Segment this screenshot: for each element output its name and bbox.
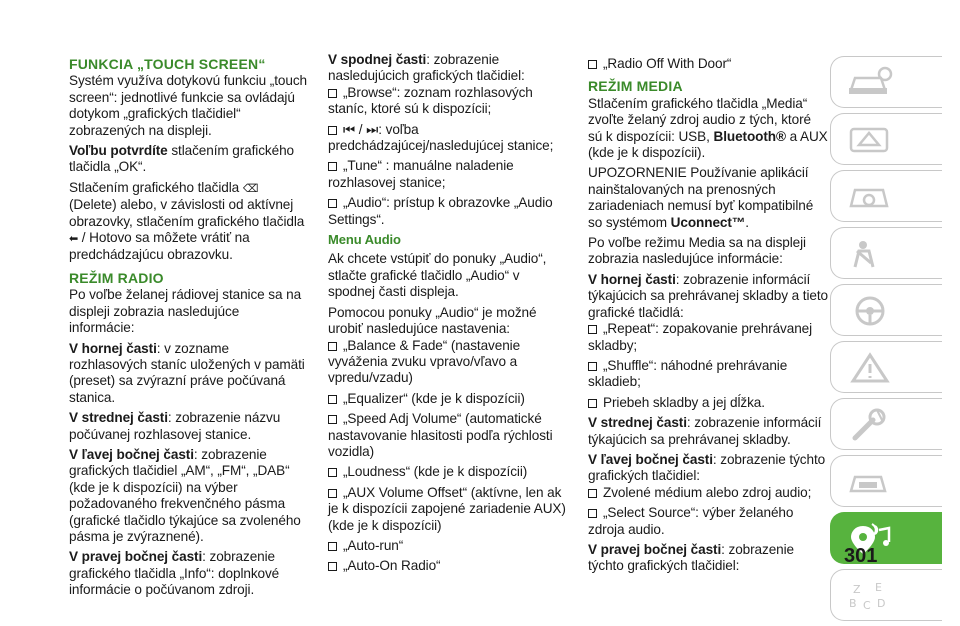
bullet-square-icon [328,162,337,171]
paragraph: V spodnej časti: zobrazenie nasledujúcich grafických tlačidiel: [328,52,525,84]
paragraph: V pravej bočnej časti: zobrazenie grafického tlačidla „Info“: doplnkové informácie o počúvanom zdroji. [69,549,280,598]
list-item: „Loudness“ (kde je k dispozícii) [328,464,568,480]
paragraph: V hornej časti: zobrazenie informácií týkajúcich sa prehrávanej skladby a tieto grafické tlačidlá: [588,271,828,320]
tab-safety[interactable] [830,227,942,279]
paragraph: Systém využíva dotykovú funkciu „touch screen“: jednotlivé funkcie sa ovládajú dotykom „grafických tlačidiel“ zobrazených na displeji. [69,73,307,138]
list-item: „Tune“ : manuálne naladenie rozhlasovej stanice; [328,158,514,190]
bullet-square-icon [328,562,337,571]
car-info-icon [845,66,895,100]
bullet-square-icon [588,325,597,334]
svg-text:Z: Z [853,583,861,596]
tab-starting-driving[interactable] [830,284,942,336]
paragraph: V ľavej bočnej časti: zobrazenie grafických tlačidiel „AM“, „FM“, „DAB“ (kde je k dispozícii) na výber požadovaného frekvenčného pásma (grafické tlačidlo týkajúce sa zvoleného pásma je zvýraznené). [69,446,301,544]
paragraph: Voľbu potvrdíte stlačením grafického tlačidla „OK“. [69,143,294,175]
column-3 [588,56,828,579]
tab-warning-lights[interactable] [830,113,942,165]
wrench-icon [845,408,895,442]
list-item: „AUX Volume Offset“ (aktívne, len ak je k dispozícii zapojené zariadenie AUX) (kde je k dispozícii) [328,484,566,533]
paragraph: V strednej časti: zobrazenie názvu počúvanej rozhlasovej stanice. [69,410,281,442]
bullet-list [328,85,568,228]
bullet-square-icon [328,542,337,551]
subheading-menu-audio: Menu Audio [328,232,401,248]
tab-maintenance[interactable] [830,398,942,450]
column-2 [328,52,568,579]
paragraph: V strednej časti: zobrazenie informácií týkajúcich sa prehrávanej skladby. [588,415,822,447]
svg-text:B: B [849,597,857,610]
warning-triangle-icon [845,351,895,385]
section-heading-touch-screen: FUNKCIA „TOUCH SCREEN“ [69,56,266,72]
column-1 [69,56,307,603]
paragraph: Pomocou ponuky „Audio“ je možné urobiť nasledujúce nastavenia: [328,304,537,337]
bullet-list [588,321,828,411]
list-item: „Radio Off With Door“ [588,56,828,72]
list-item: „Speed Adj Volume“ (automatické nastavovanie hlasitosti podľa rýchlosti vozidla) [328,411,553,459]
technical-data-icon [845,465,895,499]
warning-light-icon [845,123,895,157]
paragraph: V ľavej bočnej časti: zobrazenie týchto grafických tlačidiel: [588,451,826,484]
chapter-tabs [830,56,950,626]
bullet-square-icon [588,362,597,371]
tab-index[interactable] [830,569,942,621]
list-item: „Browse“: zoznam rozhlasových staníc, ktoré sú k dispozícii; [328,84,533,117]
list-item: „Equalizer“ (kde je k dispozícii) [328,391,568,407]
bullet-square-icon [588,399,597,408]
list-item: ⏮ / ⏭: voľba predchádzajúcej/nasledujúcej stanice; [328,121,554,154]
svg-text:D: D [877,597,886,610]
paragraph: V hornej časti: v zozname rozhlasových staníc uložených v pamäti (preset) sa zvýrazní práve počúvaná stanica. [69,340,305,405]
delete-icon: ⌫ [242,181,259,195]
bullet-square-icon [328,468,337,477]
list-item: „Audio“: prístup k obrazovke „Audio Settings“. [328,195,553,227]
list-item: „Shuffle“: náhodné prehrávanie skladieb; [588,357,788,390]
list-item: „Balance & Fade“ (nastavenie vyváženia zvuku vpravo/vľavo a vpredu/vzadu) [328,337,521,386]
paragraph: Po voľbe režimu Media sa na displeji zobrazia nasledujúce informácie: [588,235,806,267]
bullet-square-icon [328,415,337,424]
bullet-square-icon [588,509,597,518]
tab-technical-data[interactable] [830,455,942,507]
bullet-square-icon [328,199,337,208]
paragraph: Stlačením grafického tlačidla „Media“ zvoľte želaný zdroj audio z tých, ktoré sú k dispozícii: USB, Bluetooth® a AUX (kde je k dispozícii). [588,95,828,161]
safety-icon [845,237,895,271]
paragraph: Stlačením grafického tlačidla ⌫ (Delete) alebo, v závislosti od aktívnej obrazovky, stlačením grafického tlačidla ⬅ / Hotovo sa môžete vrátiť na predchádzajúcu obrazovku. [69,179,305,263]
list-item: „Auto-run“ [328,538,568,554]
list-item: Priebeh skladby a jej dĺžka. [588,395,828,411]
bullet-square-icon [328,342,337,351]
tab-car-info[interactable] [830,56,942,108]
paragraph: Ak chcete vstúpiť do ponuky „Audio“, stlačte grafické tlačidlo „Audio“ v spodnej časti displeja. [328,251,547,300]
list-item: „Auto-On Radio“ [328,558,568,574]
bullet-square-icon [588,60,597,69]
paragraph: V pravej bočnej časti: zobrazenie týchto grafických tlačidiel: [588,541,795,574]
list-item: „Repeat“: zopakovanie prehrávanej skladby; [588,321,813,353]
bullet-list [328,338,568,575]
bullet-square-icon [328,395,337,404]
index-icon [845,579,895,613]
svg-text:C: C [863,599,871,612]
bullet-square-icon [328,489,337,498]
bullet-square-icon [328,89,337,98]
bullet-square-icon [328,126,337,135]
page-number: 301 [844,545,878,567]
starting-driving-icon [845,294,895,328]
paragraph: Po voľbe želanej rádiovej stanice sa na displeji zobrazia nasledujúce informácie: [69,287,302,336]
bullet-list [588,485,828,538]
svg-text:E: E [875,581,882,594]
list-item: „Select Source“: výber želaného zdroja audio. [588,505,794,537]
tab-emergency[interactable] [830,341,942,393]
car-dashboard-icon [845,180,895,214]
section-heading-radio: REŽIM RADIO [69,269,164,286]
section-heading-media: REŽIM MEDIA [588,78,683,95]
paragraph: UPOZORNENIE Používanie aplikácií nainštalovaných na prenosných zariadeniach nemusí byť kompatibilné so systémom Uconnect™. [588,165,814,230]
tab-dashboard[interactable] [830,170,942,222]
list-item: Zvolené médium alebo zdroj audio; [588,485,828,501]
back-arrow-icon: ⬅ [69,232,79,246]
bullet-square-icon [588,489,597,498]
